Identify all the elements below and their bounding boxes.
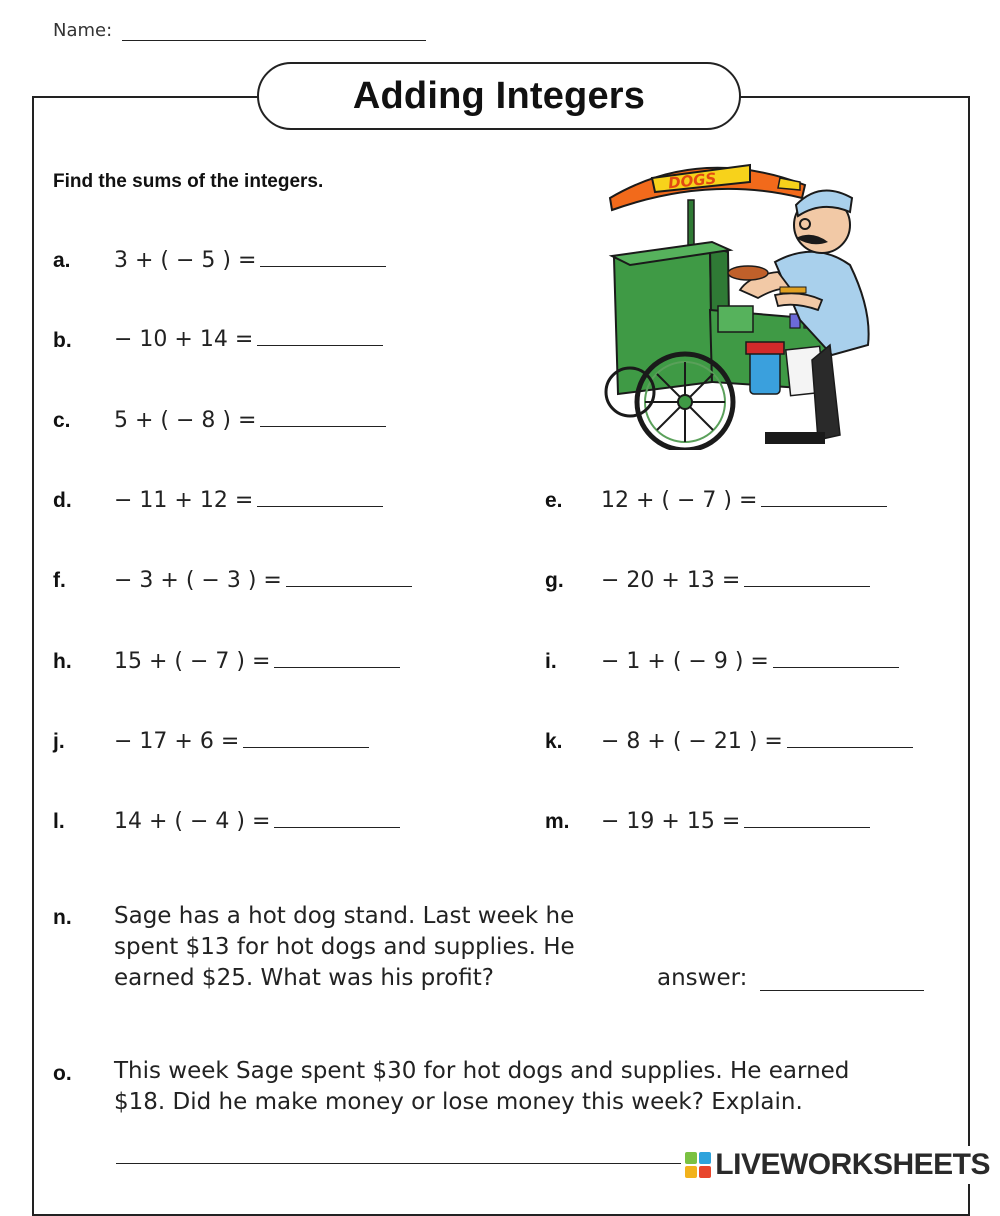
problem-l-expr: 14 + ( − 4 ) = bbox=[114, 809, 271, 834]
problem-k bbox=[601, 729, 913, 754]
liveworksheets-watermark bbox=[681, 1146, 994, 1184]
problem-c-label: c. bbox=[53, 409, 71, 432]
problem-n-text bbox=[114, 901, 575, 994]
title-banner bbox=[257, 62, 741, 130]
problem-d-answer-line[interactable] bbox=[257, 506, 383, 507]
instructions: Find the sums of the integers. bbox=[53, 171, 324, 192]
problem-h-expr: 15 + ( − 7 ) = bbox=[114, 649, 271, 674]
problem-k-expr: − 8 + ( − 21 ) = bbox=[601, 729, 783, 754]
problem-i bbox=[601, 649, 899, 674]
problem-a-expr: 3 + ( − 5 ) = bbox=[114, 248, 257, 273]
problem-g bbox=[601, 568, 870, 593]
problem-e-answer-line[interactable] bbox=[761, 506, 887, 507]
problem-j bbox=[114, 729, 369, 754]
problem-b bbox=[114, 327, 383, 352]
problem-n-label: n. bbox=[53, 906, 72, 929]
problem-l-answer-line[interactable] bbox=[274, 827, 400, 828]
problem-n-answer-line[interactable] bbox=[760, 990, 924, 991]
problem-k-answer-line[interactable] bbox=[787, 747, 913, 748]
problem-j-label: j. bbox=[53, 730, 65, 753]
problem-k-label: k. bbox=[545, 730, 563, 753]
problem-i-expr: − 1 + ( − 9 ) = bbox=[601, 649, 769, 674]
page-title: Adding Integers bbox=[352, 74, 646, 117]
problem-o-line: This week Sage spent $30 for hot dogs and supplies. He earned bbox=[114, 1058, 850, 1084]
problem-j-expr: − 17 + 6 = bbox=[114, 729, 240, 754]
problem-n-line: Sage has a hot dog stand. Last week he bbox=[114, 903, 575, 929]
problem-l-label: l. bbox=[53, 810, 65, 833]
watermark-text: LIVEWORKSHEETS bbox=[715, 1148, 990, 1181]
problem-c-answer-line[interactable] bbox=[260, 426, 386, 427]
problem-n-line: earned $25. What was his profit? bbox=[114, 965, 494, 991]
problem-c bbox=[114, 408, 386, 433]
problem-m-answer-line[interactable] bbox=[744, 827, 870, 828]
problem-l bbox=[114, 809, 400, 834]
problem-o-text bbox=[114, 1056, 849, 1118]
problem-c-expr: 5 + ( − 8 ) = bbox=[114, 408, 257, 433]
problem-m-label: m. bbox=[545, 810, 570, 833]
problem-b-expr: − 10 + 14 = bbox=[114, 327, 254, 352]
problem-b-label: b. bbox=[53, 329, 72, 352]
problem-i-label: i. bbox=[545, 650, 557, 673]
problem-o-label: o. bbox=[53, 1062, 72, 1085]
problem-e-expr: 12 + ( − 7 ) = bbox=[601, 488, 758, 513]
problem-o-answer-line[interactable] bbox=[116, 1163, 710, 1164]
problem-d-expr: − 11 + 12 = bbox=[114, 488, 254, 513]
problem-e-label: e. bbox=[545, 489, 563, 512]
problem-f-expr: − 3 + ( − 3 ) = bbox=[114, 568, 282, 593]
name-field-line[interactable] bbox=[122, 40, 426, 41]
answer-label: answer: bbox=[657, 965, 748, 991]
problem-g-expr: − 20 + 13 = bbox=[601, 568, 741, 593]
hot-dog-cart-illustration bbox=[600, 150, 880, 450]
problem-f bbox=[114, 568, 412, 593]
problem-a-label: a. bbox=[53, 249, 71, 272]
problem-o-line: $18. Did he make money or lose money this week? Explain. bbox=[114, 1089, 803, 1115]
problem-h-label: h. bbox=[53, 650, 72, 673]
problem-d bbox=[114, 488, 383, 513]
problem-g-label: g. bbox=[545, 569, 564, 592]
problem-a-answer-line[interactable] bbox=[260, 266, 386, 267]
problem-n-line: spent $13 for hot dogs and supplies. He bbox=[114, 934, 575, 960]
problem-f-label: f. bbox=[53, 569, 66, 592]
problem-i-answer-line[interactable] bbox=[773, 667, 899, 668]
problem-e bbox=[601, 488, 887, 513]
problem-j-answer-line[interactable] bbox=[243, 747, 369, 748]
name-label: Name: bbox=[53, 20, 113, 41]
problem-d-label: d. bbox=[53, 489, 72, 512]
problem-b-answer-line[interactable] bbox=[257, 345, 383, 346]
problem-g-answer-line[interactable] bbox=[744, 586, 870, 587]
problem-h bbox=[114, 649, 400, 674]
problem-f-answer-line[interactable] bbox=[286, 586, 412, 587]
problem-m bbox=[601, 809, 870, 834]
problem-m-expr: − 19 + 15 = bbox=[601, 809, 741, 834]
problem-a bbox=[114, 248, 386, 273]
problem-h-answer-line[interactable] bbox=[274, 667, 400, 668]
liveworksheets-logo-icon bbox=[685, 1152, 711, 1178]
cart-sign-text: DOGS bbox=[667, 169, 718, 193]
